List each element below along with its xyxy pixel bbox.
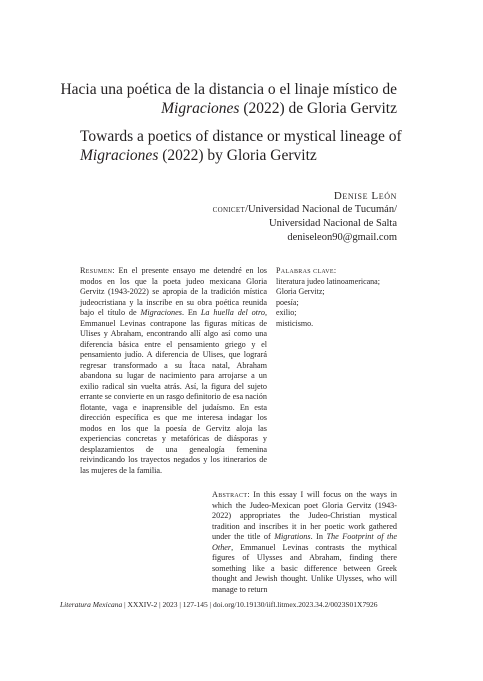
author-block	[150, 189, 397, 245]
abstract-italic-1: Migrations	[274, 532, 311, 541]
abstract-text-1: : In this essay I will focus on the ways in which the Judeo-Mexican poet Gloria Gervitz (1943-2022) appropriates the Judeo-Christian mystical tradition and inscribes it in her poetic work gathered under the title of	[212, 490, 397, 541]
keywords-colon: :	[333, 266, 337, 275]
resumen-text-3: , Emmanuel Levinas contrapone las figuras míticas de Ulises y Abraham, encontrando allí algo así como una diferencia básica entre el pensamiento griego y el pensamiento judío. A diferencia de Ulises, que logrará regresar transformado a su Ítaca natal, Abraham abandona su lugar de nacimiento para arrojarse a un exilio radical sin vuelta atrás. Así, la figura del sujeto errante se convierte en un rasgo definitorio de esa nación flotante, vaga e inaprensible del judaísmo. En esta dirección específica es que me interesa indagar los modos en los que la poesía de Gervitz aloja las experiencias concretas y metafóricas de diásporas y desplazamientos de una genealogía femenina reivindicando los trayectos negados y los itinerarios de las mujeres de la familia.	[80, 308, 267, 475]
abstract-paragraph	[212, 490, 397, 595]
abstract-text-2: . In	[310, 532, 327, 541]
resumen-label: Resumen	[80, 266, 113, 275]
resumen-text-2: . En	[181, 308, 201, 317]
author-affiliation-2: Universidad Nacional de Salta	[269, 218, 397, 229]
resumen-text-1: : En el presente ensayo me detendré en los modos en los que la poeta judeo mexicana Gloria Gervitz (1943-2022) se apropia de la tradición mística judeocristiana y la inscribe en su obra poética reunida bajo el título de	[80, 266, 267, 317]
abstract-text-3: , Emmanuel Levinas contrasts the mythical figures of Ulysses and Abraham, finding there something like a basic difference between Greek thought and Jewish thought. Unlike Ulysses, who will manage to return	[212, 542, 397, 594]
author-name: Denise León	[333, 190, 397, 202]
resumen-paragraph	[80, 266, 267, 476]
footer-citation: | XXXIV-2 | 2023 | 127-145 | doi.org/10.19130/iifl.litmex.2023.34.2/0023S01X7926	[122, 600, 378, 609]
title-es-part2: (2022) de Gloria Gervitz	[239, 100, 397, 117]
abstract-italic-2: The Footprint of the Other	[212, 532, 397, 552]
author-affiliation-1	[150, 203, 397, 217]
author-email[interactable]: deniseleon90@gmail.com	[287, 232, 397, 243]
keyword-item: misticismo.	[276, 318, 314, 328]
title-en-italic: Migraciones	[80, 147, 159, 164]
page-footer	[60, 600, 397, 610]
abstract-label: Abstract	[212, 490, 248, 499]
title-en-part1: Towards a poetics of distance or mystical lineage of	[80, 128, 402, 145]
title-es-part1: Hacia una poética de la distancia o el linaje místico de	[60, 81, 397, 98]
keyword-item: literatura judeo latinoamericana;	[276, 276, 380, 286]
journal-name: Literatura Mexicana	[60, 600, 123, 609]
keywords-label: Palabras clave	[276, 266, 334, 275]
title-en-part2: (2022) by Gloria Gervitz	[158, 147, 317, 164]
affiliation-tucuman: /Universidad Nacional de Tucumán/	[245, 204, 397, 215]
keywords-block	[276, 266, 396, 329]
conicet-label: conicet	[212, 204, 246, 215]
keyword-item: exilio;	[276, 308, 297, 317]
resumen-italic-2: La huella del otro	[200, 308, 265, 317]
keyword-item: Gloria Gervitz;	[276, 287, 325, 296]
keyword-item: poesía;	[276, 297, 299, 307]
title-spanish	[60, 80, 397, 118]
title-english	[80, 127, 420, 165]
title-es-italic: Migraciones	[161, 100, 240, 117]
keywords-heading	[276, 266, 396, 277]
resumen-italic-1: Migraciones	[140, 308, 182, 317]
